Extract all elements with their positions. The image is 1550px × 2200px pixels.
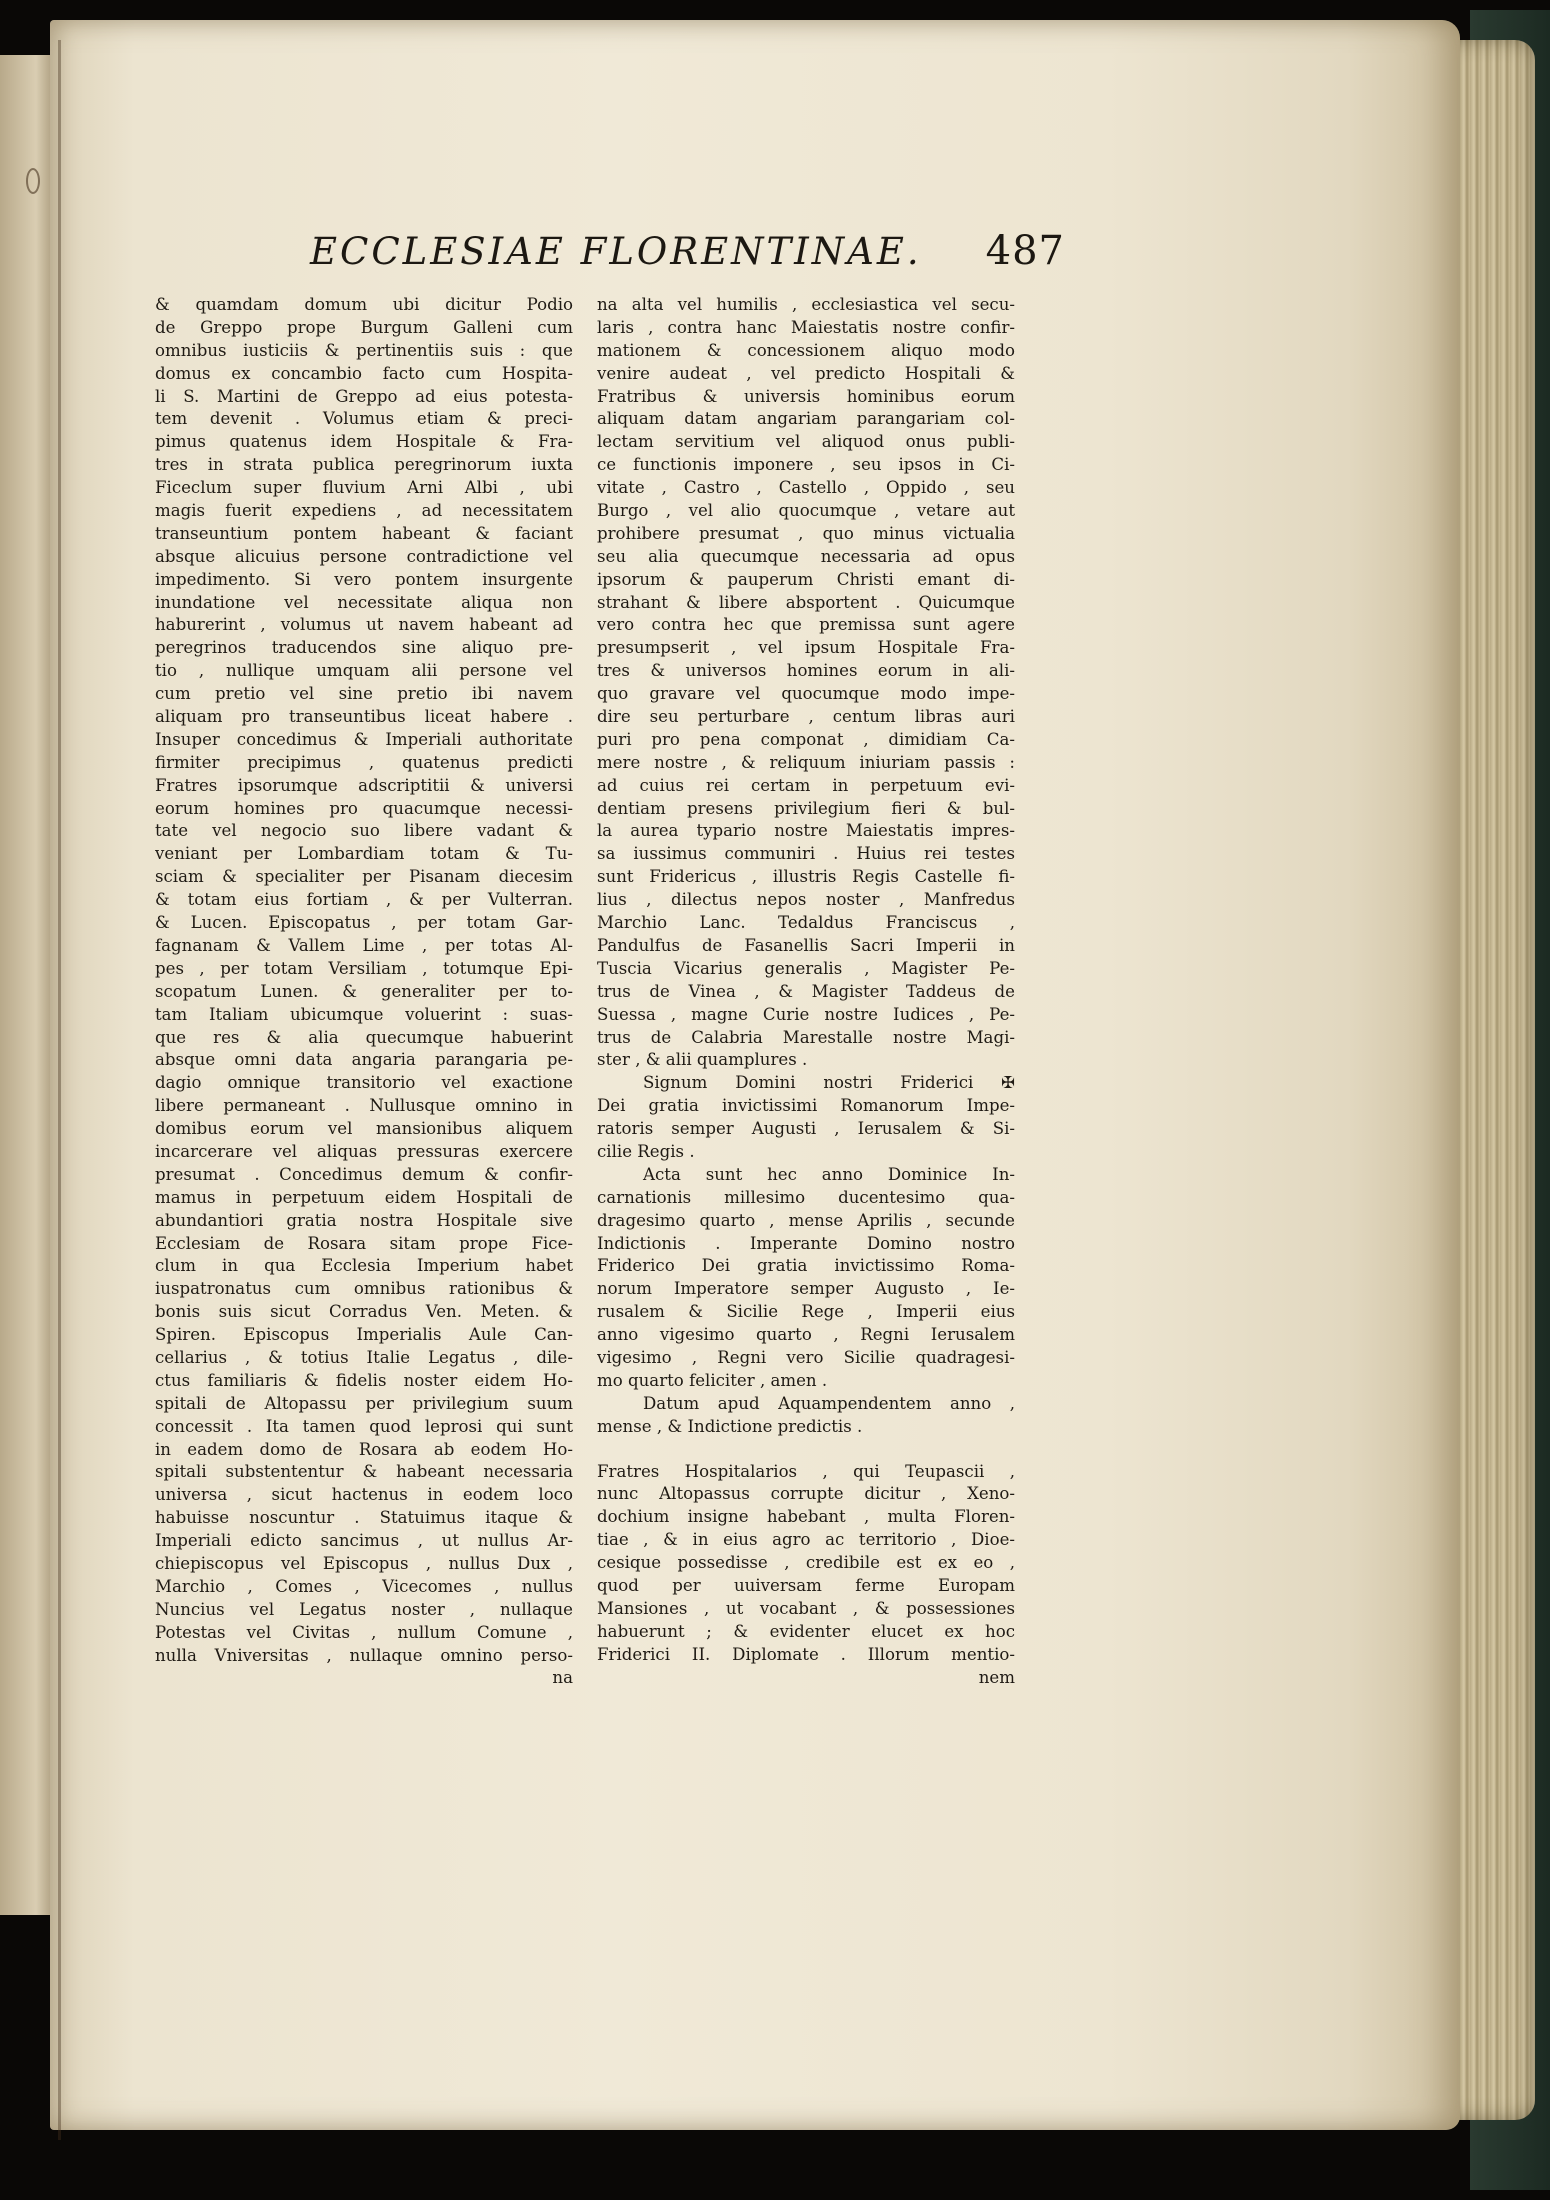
text-line: quod per uuiversam ferme Europam bbox=[597, 1575, 1015, 1595]
text-line: ce functionis imponere , seu ipsos in Ci- bbox=[597, 455, 1015, 475]
text-line: absque omni data angaria parangaria pe- bbox=[155, 1050, 573, 1070]
text-line: cilie Regis . bbox=[597, 1141, 695, 1161]
text-line: tres & universos homines eorum in ali- bbox=[597, 661, 1015, 681]
text-line: iuspatronatus cum omnibus rationibus & bbox=[155, 1279, 573, 1299]
text-line: mationem & concessionem aliquo modo bbox=[597, 340, 1015, 360]
text-line: sunt Fridericus , illustris Regis Castelle fi- bbox=[597, 867, 1015, 887]
text-line: ster , & alii quamplures . bbox=[597, 1050, 808, 1070]
text-line: firmiter precipimus , quatenus predicti bbox=[155, 752, 573, 772]
text-line: Indictionis . Imperante Domino nostro bbox=[597, 1233, 1015, 1253]
text-line: norum Imperatore semper Augusto , Ie- bbox=[597, 1279, 1015, 1299]
text-line: dentiam presens privilegium fieri & bul- bbox=[597, 798, 1015, 818]
text-line: dagio omnique transitorio vel exactione bbox=[155, 1073, 573, 1093]
text-line: mamus in perpetuum eidem Hospitali de bbox=[155, 1187, 573, 1207]
text-line: ipsorum & pauperum Christi emant di- bbox=[597, 569, 1015, 589]
text-line: mense , & Indictione predictis . bbox=[597, 1416, 863, 1436]
text-line: inundatione vel necessitate aliqua non bbox=[155, 592, 573, 612]
text-line: sa iussimus communiri . Huius rei testes bbox=[597, 844, 1015, 864]
text-line: Friderico Dei gratia invictissimo Roma- bbox=[597, 1256, 1015, 1276]
text-line: presumat . Concedimus demum & confir- bbox=[155, 1164, 573, 1184]
text-line: Ecclesiam de Rosara sitam prope Fice- bbox=[155, 1233, 573, 1253]
text-line: de Greppo prope Burgum Galleni cum bbox=[155, 317, 573, 337]
text-line: Nuncius vel Legatus noster , nullaque bbox=[155, 1599, 573, 1619]
text-line: Tuscia Vicarius generalis , Magister Pe- bbox=[597, 958, 1015, 978]
text-line: sciam & specialiter per Pisanam diecesim bbox=[155, 867, 573, 887]
text-line: absque alicuius persone contradictione vel bbox=[155, 546, 573, 566]
text-line: strahant & libere absportent . Quicumque bbox=[597, 592, 1015, 612]
text-line: veniant per Lombardiam totam & Tu- bbox=[155, 844, 573, 864]
page-number: 487 bbox=[985, 228, 1066, 274]
text-line: mere nostre , & reliquum iniuriam passis : bbox=[597, 752, 1015, 772]
text-line: spitali substententur & habeant necessaria bbox=[155, 1462, 573, 1482]
text-line: Burgo , vel alio quocumque , vetare aut bbox=[597, 501, 1015, 521]
text-line: Friderici II. Diplomate . Illorum mentio- bbox=[597, 1644, 1015, 1664]
left-catchword: na bbox=[552, 1668, 573, 1688]
text-line: Ficeclum super fluvium Arni Albi , ubi bbox=[155, 478, 573, 498]
text-line: Mansiones , ut vocabant , & possessiones bbox=[597, 1598, 1015, 1618]
text-line: que res & alia quecumque habuerint bbox=[155, 1027, 573, 1047]
text-line: Fratres Hospitalarios , qui Teupascii , bbox=[597, 1461, 1015, 1481]
signum-paragraph bbox=[597, 1072, 1015, 1164]
text-line: Marchio , Comes , Vicecomes , nullus bbox=[155, 1576, 573, 1596]
text-line: tio , nullique umquam alii persone vel bbox=[155, 661, 573, 681]
text-line: haburerint , volumus ut navem habeant ad bbox=[155, 615, 573, 635]
text-line: mo quarto feliciter , amen . bbox=[597, 1370, 828, 1390]
text-line: anno vigesimo quarto , Regni Ierusalem bbox=[597, 1325, 1015, 1345]
text-line: la aurea typario nostre Maiestatis impres- bbox=[597, 821, 1015, 841]
text-line: eorum homines pro quacumque necessi- bbox=[155, 798, 573, 818]
text-line: presumpserit , vel ipsum Hospitale Fra- bbox=[597, 638, 1015, 658]
right-catchword: nem bbox=[978, 1667, 1015, 1687]
text-line: dochium insigne habebant , multa Floren- bbox=[597, 1507, 1015, 1527]
text-line: tam Italiam ubicumque voluerint : suas- bbox=[155, 1004, 573, 1024]
text-line: tres in strata publica peregrinorum iuxta bbox=[155, 455, 573, 475]
text-line: transeuntium pontem habeant & faciant bbox=[155, 523, 573, 543]
text-line: venire audeat , vel predicto Hospitali & bbox=[597, 363, 1015, 383]
ink-mark bbox=[26, 168, 40, 194]
text-line: abundantiori gratia nostra Hospitale sive bbox=[155, 1210, 573, 1230]
left-column-text bbox=[155, 294, 573, 1667]
text-line: lectam servitium vel aliquod onus publi- bbox=[597, 432, 1015, 452]
text-line: habuisse noscuntur . Statuimus itaque & bbox=[155, 1508, 573, 1528]
text-line: pimus quatenus idem Hospitale & Fra- bbox=[155, 432, 573, 452]
text-line: tiae , & in eius agro ac territorio , Dioe- bbox=[597, 1530, 1015, 1550]
text-line: libere permaneant . Nullusque omnino in bbox=[155, 1096, 573, 1116]
text-line: fagnanam & Vallem Lime , per totas Al- bbox=[155, 935, 573, 955]
text-line: Potestas vel Civitas , nullum Comune , bbox=[155, 1622, 573, 1642]
text-line: rusalem & Sicilie Rege , Imperii eius bbox=[597, 1302, 1015, 1322]
text-line: li S. Martini de Greppo ad eius potesta- bbox=[155, 386, 573, 406]
text-line: vigesimo , Regni vero Sicilie quadragesi- bbox=[597, 1347, 1015, 1367]
left-column bbox=[155, 294, 573, 1690]
text-line: universa , sicut hactenus in eodem loco bbox=[155, 1485, 573, 1505]
text-line: ad cuius rei certam in perpetuum evi- bbox=[597, 775, 1015, 795]
text-line: Imperiali edicto sancimus , ut nullus Ar- bbox=[155, 1531, 573, 1551]
text-line: trus de Calabria Marestalle nostre Magi- bbox=[597, 1027, 1015, 1047]
text-line: domus ex concambio facto cum Hospita- bbox=[155, 363, 573, 383]
text-line: Spiren. Episcopus Imperialis Aule Can- bbox=[155, 1325, 573, 1345]
text-line: Acta sunt hec anno Dominice In- bbox=[643, 1164, 1015, 1184]
text-line: Fratres ipsorumque adscriptitii & universi bbox=[155, 775, 573, 795]
paragraph-gap bbox=[597, 1439, 1015, 1461]
gutter-shadow bbox=[58, 40, 61, 2140]
text-line: tem devenit . Volumus etiam & preci- bbox=[155, 409, 573, 429]
right-column bbox=[597, 294, 1015, 1689]
text-line: lius , dilectus nepos noster , Manfredus bbox=[597, 890, 1015, 910]
text-line: Marchio Lanc. Tedaldus Franciscus , bbox=[597, 913, 1015, 933]
text-line: concessit . Ita tamen quod leprosi qui sunt bbox=[155, 1416, 573, 1436]
text-line: prohibere presumat , quo minus victualia bbox=[597, 523, 1015, 543]
text-line: chiepiscopus vel Episcopus , nullus Dux , bbox=[155, 1553, 573, 1573]
text-line: Datum apud Aquampendentem anno , bbox=[643, 1393, 1015, 1413]
text-line: cesique possedisse , credibile est ex eo , bbox=[597, 1553, 1015, 1573]
text-line: & Lucen. Episcopatus , per totam Gar- bbox=[155, 913, 573, 933]
text-line: peregrinos traducendos sine aliquo pre- bbox=[155, 638, 573, 658]
running-head bbox=[310, 228, 1066, 288]
text-line: dire seu perturbare , centum libras auri bbox=[597, 707, 1015, 727]
text-line: nulla Vniversitas , nullaque omnino perso- bbox=[155, 1645, 573, 1665]
text-line: cum pretio vel sine pretio ibi navem bbox=[155, 684, 573, 704]
text-line: carnationis millesimo ducentesimo qua- bbox=[597, 1187, 1015, 1207]
text-line: laris , contra hanc Maiestatis nostre confir- bbox=[597, 317, 1015, 337]
text-line: cellarius , & totius Italie Legatus , dile- bbox=[155, 1347, 573, 1367]
commentary-paragraph bbox=[597, 1461, 1015, 1667]
text-line: domibus eorum vel mansionibus aliquem bbox=[155, 1119, 573, 1139]
text-line: ratoris semper Augusti , Ierusalem & Si- bbox=[597, 1119, 1015, 1139]
text-line: & totam eius fortiam , & per Vulterran. bbox=[155, 890, 573, 910]
text-line: omnibus iusticiis & pertinentiis suis : que bbox=[155, 340, 573, 360]
diploma-text bbox=[597, 294, 1015, 1072]
text-line: Dei gratia invictissimi Romanorum Impe- bbox=[597, 1096, 1015, 1116]
text-line: puri pro pena componat , dimidiam Ca- bbox=[597, 729, 1015, 749]
text-line: quo gravare vel quocumque modo impe- bbox=[597, 684, 1015, 704]
text-line: trus de Vinea , & Magister Taddeus de bbox=[597, 981, 1015, 1001]
text-line: in eadem domo de Rosara ab eodem Ho- bbox=[155, 1439, 573, 1459]
text-line: impedimento. Si vero pontem insurgente bbox=[155, 569, 573, 589]
text-line: aliquam datam angariam parangariam col- bbox=[597, 409, 1015, 429]
text-line: Fratribus & universis hominibus eorum bbox=[597, 386, 1015, 406]
text-line: pes , per totam Versiliam , totumque Epi- bbox=[155, 958, 573, 978]
text-line: aliquam pro transeuntibus liceat habere . bbox=[155, 707, 573, 727]
text-line: bonis suis sicut Corradus Ven. Meten. & bbox=[155, 1302, 573, 1322]
text-line: & quamdam domum ubi dicitur Podio bbox=[155, 295, 573, 314]
text-line: tate vel negocio suo libere vadant & bbox=[155, 821, 573, 841]
text-line: magis fuerit expediens , ad necessitatem bbox=[155, 501, 573, 521]
text-line: nunc Altopassus corrupte dicitur , Xeno- bbox=[597, 1484, 1015, 1504]
text-line: na alta vel humilis , ecclesiastica vel secu- bbox=[597, 295, 1015, 314]
text-line: Signum Domini nostri Friderici ✠ bbox=[643, 1073, 1015, 1093]
text-line: clum in qua Ecclesia Imperium habet bbox=[155, 1256, 573, 1276]
text-line: habuerunt ; & evidenter elucet ex hoc bbox=[597, 1621, 1015, 1641]
text-line: dragesimo quarto , mense Aprilis , secunde bbox=[597, 1210, 1015, 1230]
text-line: vitate , Castro , Castello , Oppido , seu bbox=[597, 478, 1015, 498]
text-line: seu alia quecumque necessaria ad opus bbox=[597, 546, 1015, 566]
text-line: spitali de Altopassu per privilegium suum bbox=[155, 1393, 573, 1413]
acta-paragraph bbox=[597, 1164, 1015, 1393]
text-line: Suessa , magne Curie nostre Iudices , Pe- bbox=[597, 1004, 1015, 1024]
text-line: scopatum Lunen. & generaliter per to- bbox=[155, 981, 573, 1001]
text-line: vero contra hec que premissa sunt agere bbox=[597, 615, 1015, 635]
datum-paragraph bbox=[597, 1393, 1015, 1439]
text-line: incarcerare vel aliquas pressuras exercere bbox=[155, 1141, 573, 1161]
text-line: Pandulfus de Fasanellis Sacri Imperii in bbox=[597, 935, 1015, 955]
running-title: ECCLESIAE FLORENTINAE. bbox=[310, 230, 922, 273]
text-line: ctus familiaris & fidelis noster eidem Ho- bbox=[155, 1370, 573, 1390]
text-line: Insuper concedimus & Imperiali authoritate bbox=[155, 729, 573, 749]
